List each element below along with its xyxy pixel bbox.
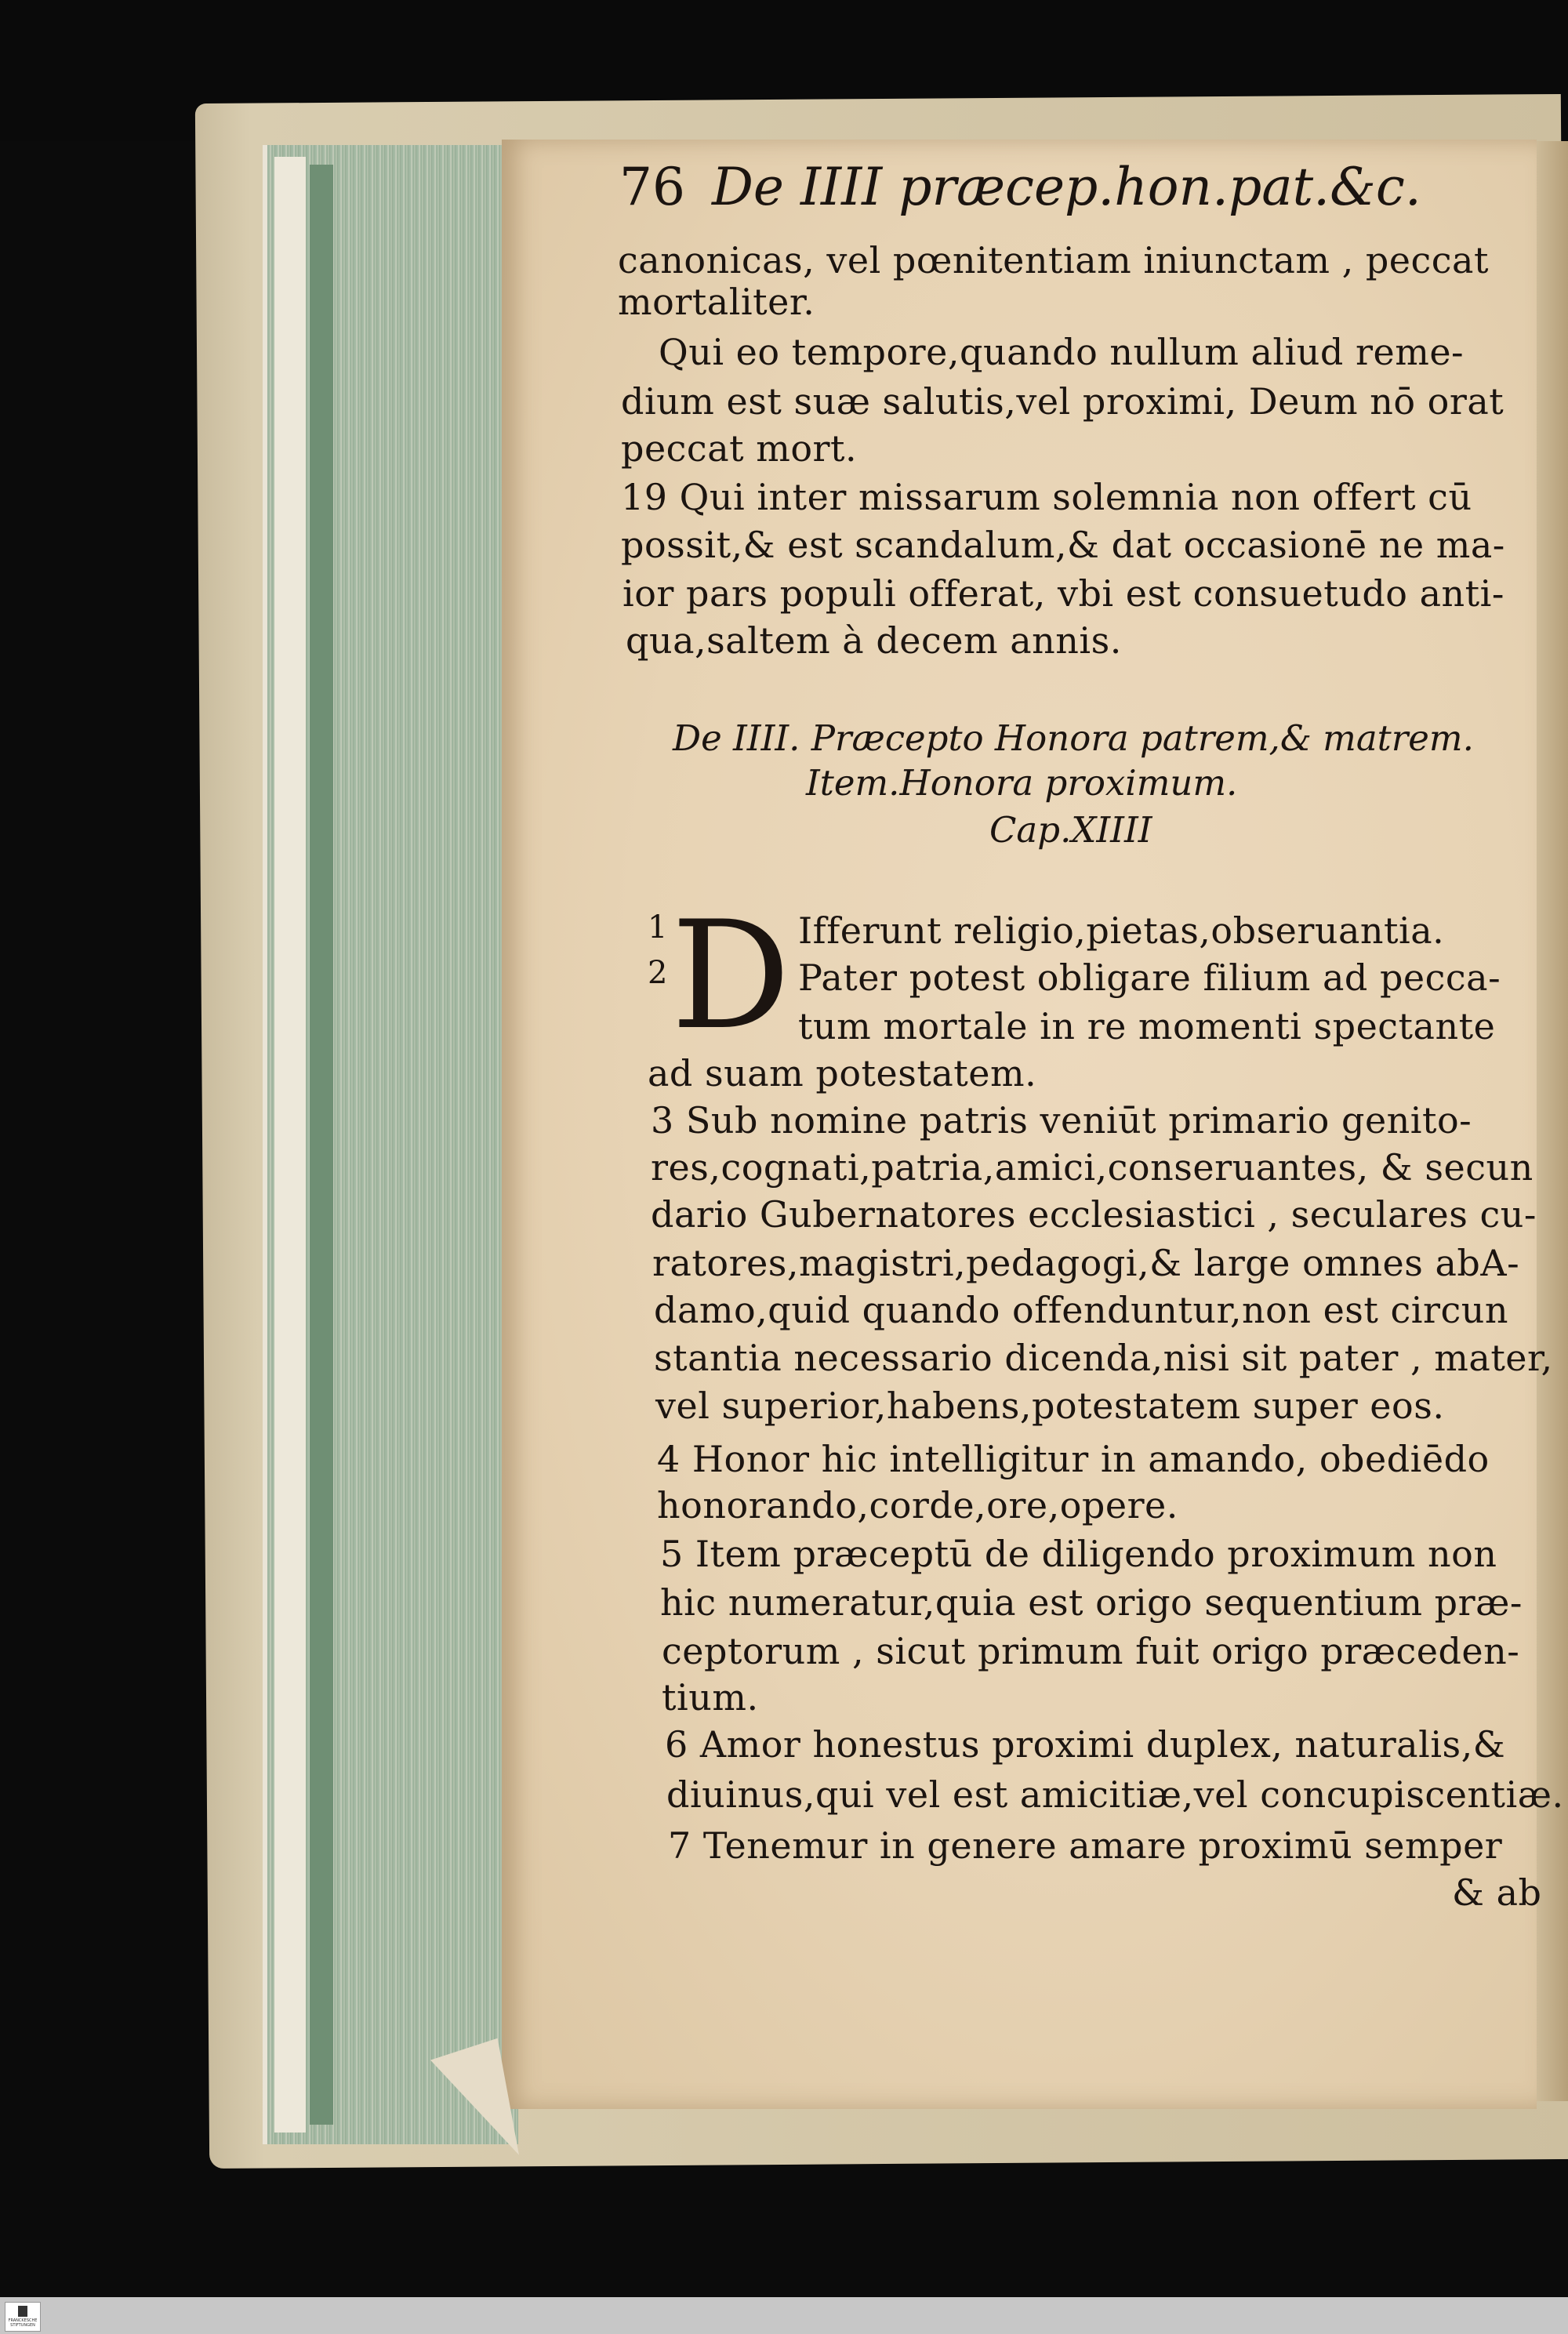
chapter-number: Cap.XIIII: [989, 809, 1152, 851]
text-line: Pater potest obligare filium ad pecca-: [798, 956, 1501, 999]
text-line: qua,saltem à decem annis.: [626, 619, 1122, 662]
catchword: & ab: [1452, 1871, 1542, 1914]
running-title: De IIII præcep.hon.pat.&c.: [711, 157, 1421, 217]
text-line: canonicas, vel pœnitentiam iniunctam , peccat: [618, 239, 1489, 281]
text-line: vel superior,habens,potestatem super eos.: [655, 1385, 1445, 1427]
text-line: peccat mort.: [621, 427, 858, 470]
text-line: damo,quid quando offenduntur,non est circun: [654, 1289, 1508, 1331]
chapter-heading-line1: De IIII. Præcepto Honora patrem,& matrem.: [673, 717, 1474, 759]
text-line: hic numeratur,quia est origo sequentium præ-: [660, 1581, 1523, 1624]
library-logo[interactable]: [5, 2302, 41, 2332]
text-line: tum mortale in re momenti spectante: [798, 1005, 1496, 1047]
page-number: 76: [619, 157, 685, 217]
library-logo-text: FRANCKESCHE STIFTUNGEN: [8, 2318, 38, 2328]
text-line: 3 Sub nomine patris veniūt primario genito-: [651, 1099, 1472, 1142]
page-edges-shadow: [310, 165, 333, 2125]
text-line: ad suam potestatem.: [648, 1052, 1037, 1094]
text-line: res,cognati,patria,amici,conseruantes, & secun: [651, 1146, 1534, 1189]
text-line: 19 Qui inter missarum solemnia non offert cū: [621, 476, 1472, 518]
margin-number: 2: [648, 955, 668, 991]
page-edges-highlight: [274, 157, 306, 2133]
drop-cap: D: [671, 889, 791, 1062]
text-line: ceptorum , sicut primum fuit origo præceden-: [662, 1630, 1520, 1672]
text-line: tium.: [662, 1676, 759, 1719]
text-line: ratores,magistri,pedagogi,& large omnes abA-: [652, 1242, 1520, 1284]
text-line: stantia necessario dicenda,nisi sit pater , mater,: [654, 1337, 1553, 1379]
text-line: 4 Honor hic intelligitur in amando, obediēdo: [657, 1438, 1490, 1480]
text-line: honorando,corde,ore,opere.: [657, 1484, 1178, 1526]
text-line: ior pars populi offerat, vbi est consuetudo anti-: [622, 572, 1504, 615]
margin-number: 1: [648, 909, 668, 946]
text-line: dario Gubernatores ecclesiastici , seculares cu-: [651, 1193, 1537, 1236]
text-line: 6 Amor honestus proximi duplex, naturalis,&: [665, 1723, 1506, 1766]
running-head: [619, 157, 1421, 217]
text-line: mortaliter.: [618, 281, 815, 323]
viewer-bottom-bar: [0, 2297, 1568, 2334]
tower-icon: [18, 2306, 27, 2317]
text-line: possit,& est scandalum,& dat occasionē ne ma-: [621, 524, 1505, 566]
text-line: 7 Tenemur in genere amare proximū semper: [668, 1824, 1503, 1867]
text-line: 5 Item præceptū de diligendo proximum non: [660, 1533, 1497, 1575]
chapter-heading-line2: Item.Honora proximum.: [806, 762, 1238, 804]
text-line: diuinus,qui vel est amicitiæ,vel concupiscentiæ.: [666, 1773, 1564, 1816]
text-line: Ifferunt religio,pietas,obseruantia.: [798, 909, 1445, 952]
text-line: Qui eo tempore,quando nullum aliud reme-: [659, 331, 1465, 373]
text-line: dium est suæ salutis,vel proximi, Deum nō orat: [621, 380, 1504, 423]
